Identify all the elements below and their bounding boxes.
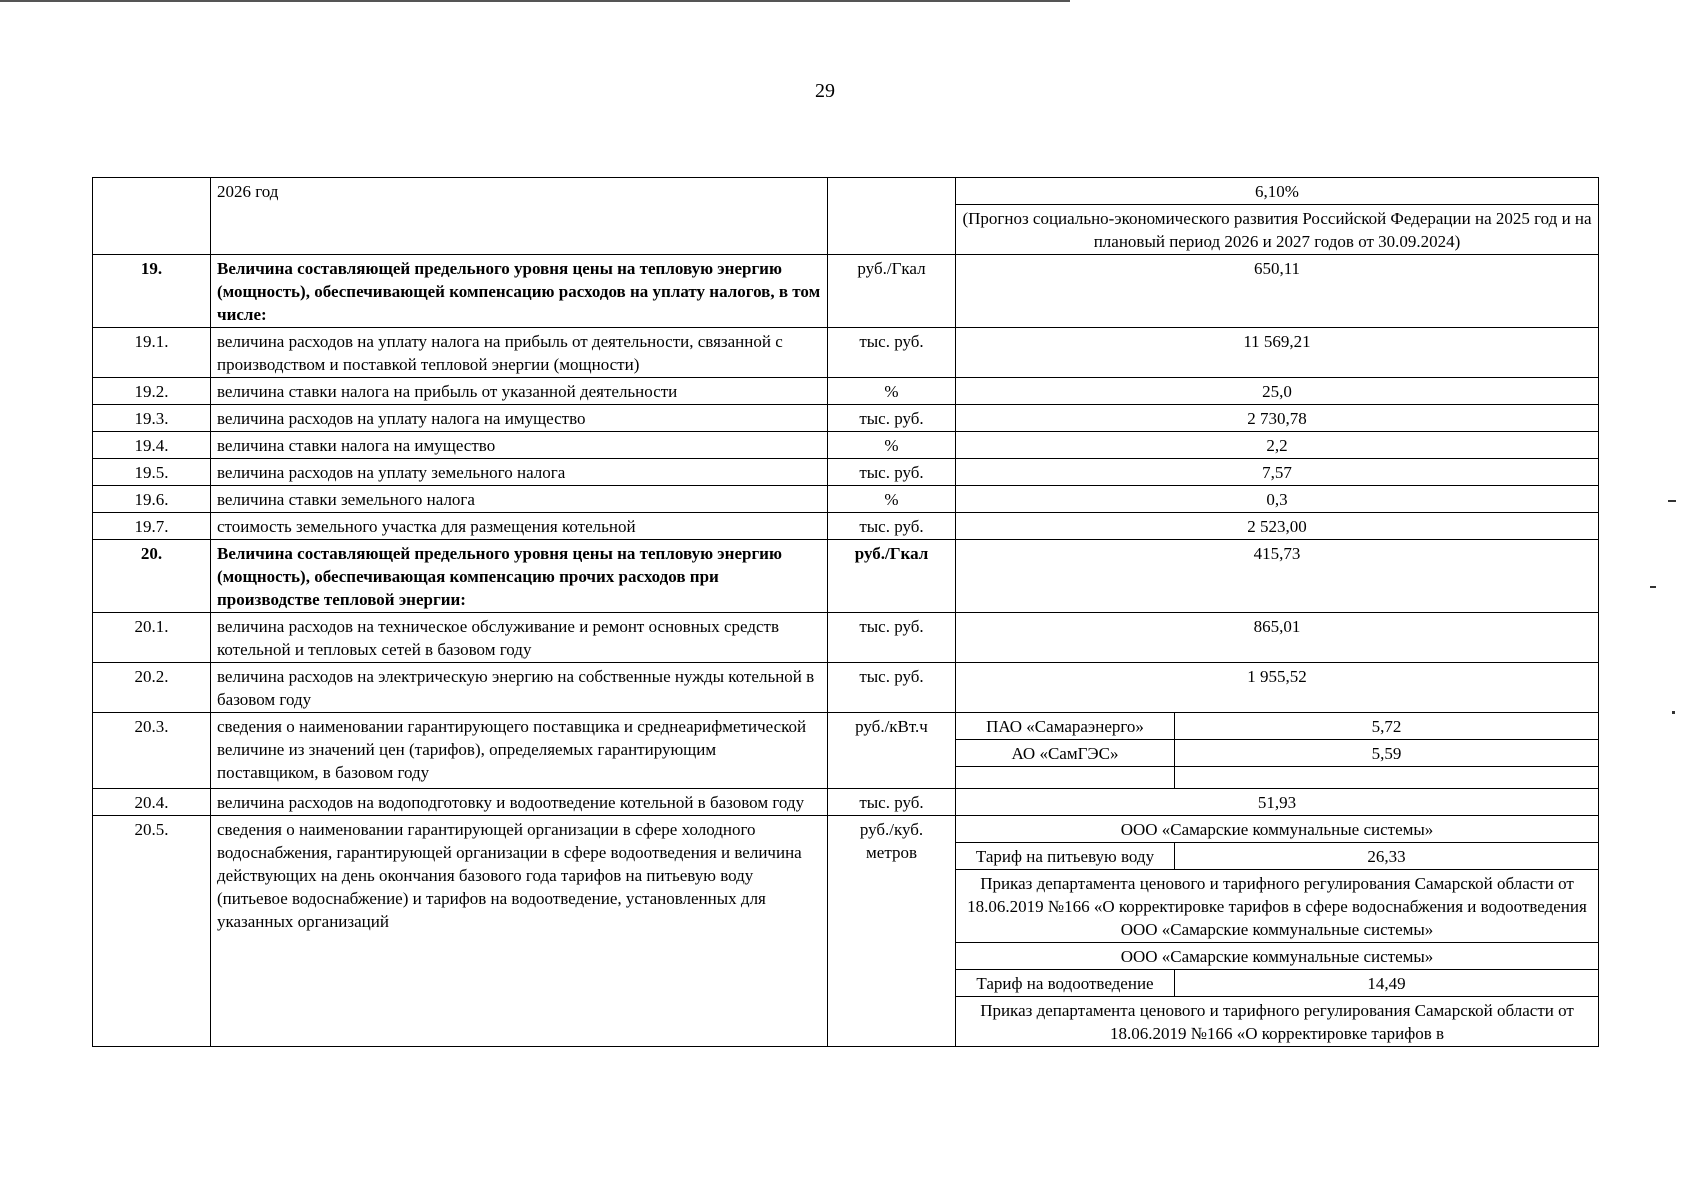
row-description: сведения о наименовании гарантирующего поставщика и среднеарифметической величине из значений цен (тарифов), определяемых гарантирующим поставщиком, в базовом году <box>211 713 828 789</box>
empty-cell <box>956 767 1175 789</box>
row-number: 20.4. <box>93 789 211 816</box>
table-row-20-1 <box>93 613 1599 663</box>
row-description: величина ставки налога на имущество <box>211 432 828 459</box>
scan-speck <box>1668 500 1676 502</box>
row-unit: тыс. руб. <box>828 459 956 486</box>
row-description: 2026 год <box>211 178 828 255</box>
table-row-19-4 <box>93 432 1599 459</box>
table-row-19-1 <box>93 328 1599 378</box>
scan-speck <box>1650 586 1656 588</box>
table-row-19-6 <box>93 486 1599 513</box>
row-unit <box>828 178 956 255</box>
row-value: 25,0 <box>956 378 1599 405</box>
row-value: 415,73 <box>956 540 1599 613</box>
row-number: 19.1. <box>93 328 211 378</box>
tariff-value: 26,33 <box>1175 843 1599 870</box>
sewerage-org-name: ООО «Самарские коммунальные системы» <box>956 943 1599 970</box>
supplier-price: 5,59 <box>1175 740 1599 767</box>
row-description: величина расходов на уплату налога на прибыль от деятельности, связанной с производством и поставкой тепловой энергии (мощности) <box>211 328 828 378</box>
row-description: величина ставки налога на прибыль от указанной деятельности <box>211 378 828 405</box>
row-number: 19.2. <box>93 378 211 405</box>
row-unit: руб./Гкал <box>828 255 956 328</box>
row-value: 51,93 <box>956 789 1599 816</box>
row-description: Величина составляющей предельного уровня цены на тепловую энергию (мощность), обеспечивающей компенсацию расходов на уплату налогов, в том числе: <box>211 255 828 328</box>
row-description: сведения о наименовании гарантирующей организации в сфере холодного водоснабжения, гарантирующей организации в сфере водоотведения и величина действующих на день окончания базового года тарифов на питьевую воду (питьевое водоснабжение) и тарифов на водоотведение, установленных для указанных организаций <box>211 816 828 1047</box>
row-value: 1 955,52 <box>956 663 1599 713</box>
row-unit: % <box>828 432 956 459</box>
row-unit: тыс. руб. <box>828 663 956 713</box>
table-row-19-5 <box>93 459 1599 486</box>
row-value: 7,57 <box>956 459 1599 486</box>
top-border-line <box>0 0 1070 2</box>
row-value: 6,10% <box>956 178 1599 205</box>
row-value: 2 730,78 <box>956 405 1599 432</box>
row-description: величина ставки земельного налога <box>211 486 828 513</box>
water-org-name: ООО «Самарские коммунальные системы» <box>956 816 1599 843</box>
tariff-table <box>92 177 1599 1047</box>
empty-cell <box>1175 767 1599 789</box>
order-reference: Приказ департамента ценового и тарифного регулирования Самарской области от 18.06.2019 №166 «О корректировке тарифов в <box>956 997 1599 1047</box>
row-value: 650,11 <box>956 255 1599 328</box>
table-row-19 <box>93 255 1599 328</box>
table-row-20-5 <box>93 816 1599 843</box>
page-number: 29 <box>815 80 835 102</box>
row-unit: руб./Гкал <box>828 540 956 613</box>
row-value: 11 569,21 <box>956 328 1599 378</box>
row-number: 19.6. <box>93 486 211 513</box>
supplier-name: АО «СамГЭС» <box>956 740 1175 767</box>
row-description: величина расходов на техническое обслуживание и ремонт основных средств котельной и тепловых сетей в базовом году <box>211 613 828 663</box>
table-row-19-2 <box>93 378 1599 405</box>
row-number: 20.1. <box>93 613 211 663</box>
row-unit: тыс. руб. <box>828 789 956 816</box>
row-number <box>93 178 211 255</box>
row-description: Величина составляющей предельного уровня цены на тепловую энергию (мощность), обеспечивающая компенсацию прочих расходов при производстве тепловой энергии: <box>211 540 828 613</box>
row-description: величина расходов на уплату налога на имущество <box>211 405 828 432</box>
tariff-label: Тариф на питьевую воду <box>956 843 1175 870</box>
row-number: 19.4. <box>93 432 211 459</box>
forecast-source-note: (Прогноз социально-экономического развития Российской Федерации на 2025 год и на плановый период 2026 и 2027 годов от 30.09.2024) <box>956 205 1599 255</box>
tariff-value: 14,49 <box>1175 970 1599 997</box>
row-value: 0,3 <box>956 486 1599 513</box>
row-unit: тыс. руб. <box>828 405 956 432</box>
row-unit: руб./куб. метров <box>828 816 956 1047</box>
table-row-19-3 <box>93 405 1599 432</box>
table-row-20-3 <box>93 713 1599 740</box>
row-number: 19.3. <box>93 405 211 432</box>
table-row-20 <box>93 540 1599 613</box>
table-row-20-4 <box>93 789 1599 816</box>
row-number: 20.2. <box>93 663 211 713</box>
row-unit: тыс. руб. <box>828 328 956 378</box>
row-value: 865,01 <box>956 613 1599 663</box>
order-reference: Приказ департамента ценового и тарифного регулирования Самарской области от 18.06.2019 №166 «О корректировке тарифов в сфере водоснабжения и водоотведения ООО «Самарские коммунальные системы» <box>956 870 1599 943</box>
row-unit: % <box>828 378 956 405</box>
table-row-19-7 <box>93 513 1599 540</box>
supplier-price: 5,72 <box>1175 713 1599 740</box>
row-description: стоимость земельного участка для размещения котельной <box>211 513 828 540</box>
row-number: 20.5. <box>93 816 211 1047</box>
row-unit: руб./кВт.ч <box>828 713 956 789</box>
row-unit: % <box>828 486 956 513</box>
table-row-20-2 <box>93 663 1599 713</box>
row-unit: тыс. руб. <box>828 613 956 663</box>
scan-speck <box>1672 711 1675 714</box>
tariff-label: Тариф на водоотведение <box>956 970 1175 997</box>
row-description: величина расходов на водоподготовку и водоотведение котельной в базовом году <box>211 789 828 816</box>
row-value: 2,2 <box>956 432 1599 459</box>
row-description: величина расходов на уплату земельного налога <box>211 459 828 486</box>
row-number: 19.5. <box>93 459 211 486</box>
row-description: величина расходов на электрическую энергию на собственные нужды котельной в базовом году <box>211 663 828 713</box>
row-value: 2 523,00 <box>956 513 1599 540</box>
row-unit: тыс. руб. <box>828 513 956 540</box>
row-number: 19.7. <box>93 513 211 540</box>
supplier-name: ПАО «Самараэнерго» <box>956 713 1175 740</box>
table-row-2026 <box>93 178 1599 205</box>
row-number: 20. <box>93 540 211 613</box>
row-number: 20.3. <box>93 713 211 789</box>
row-number: 19. <box>93 255 211 328</box>
